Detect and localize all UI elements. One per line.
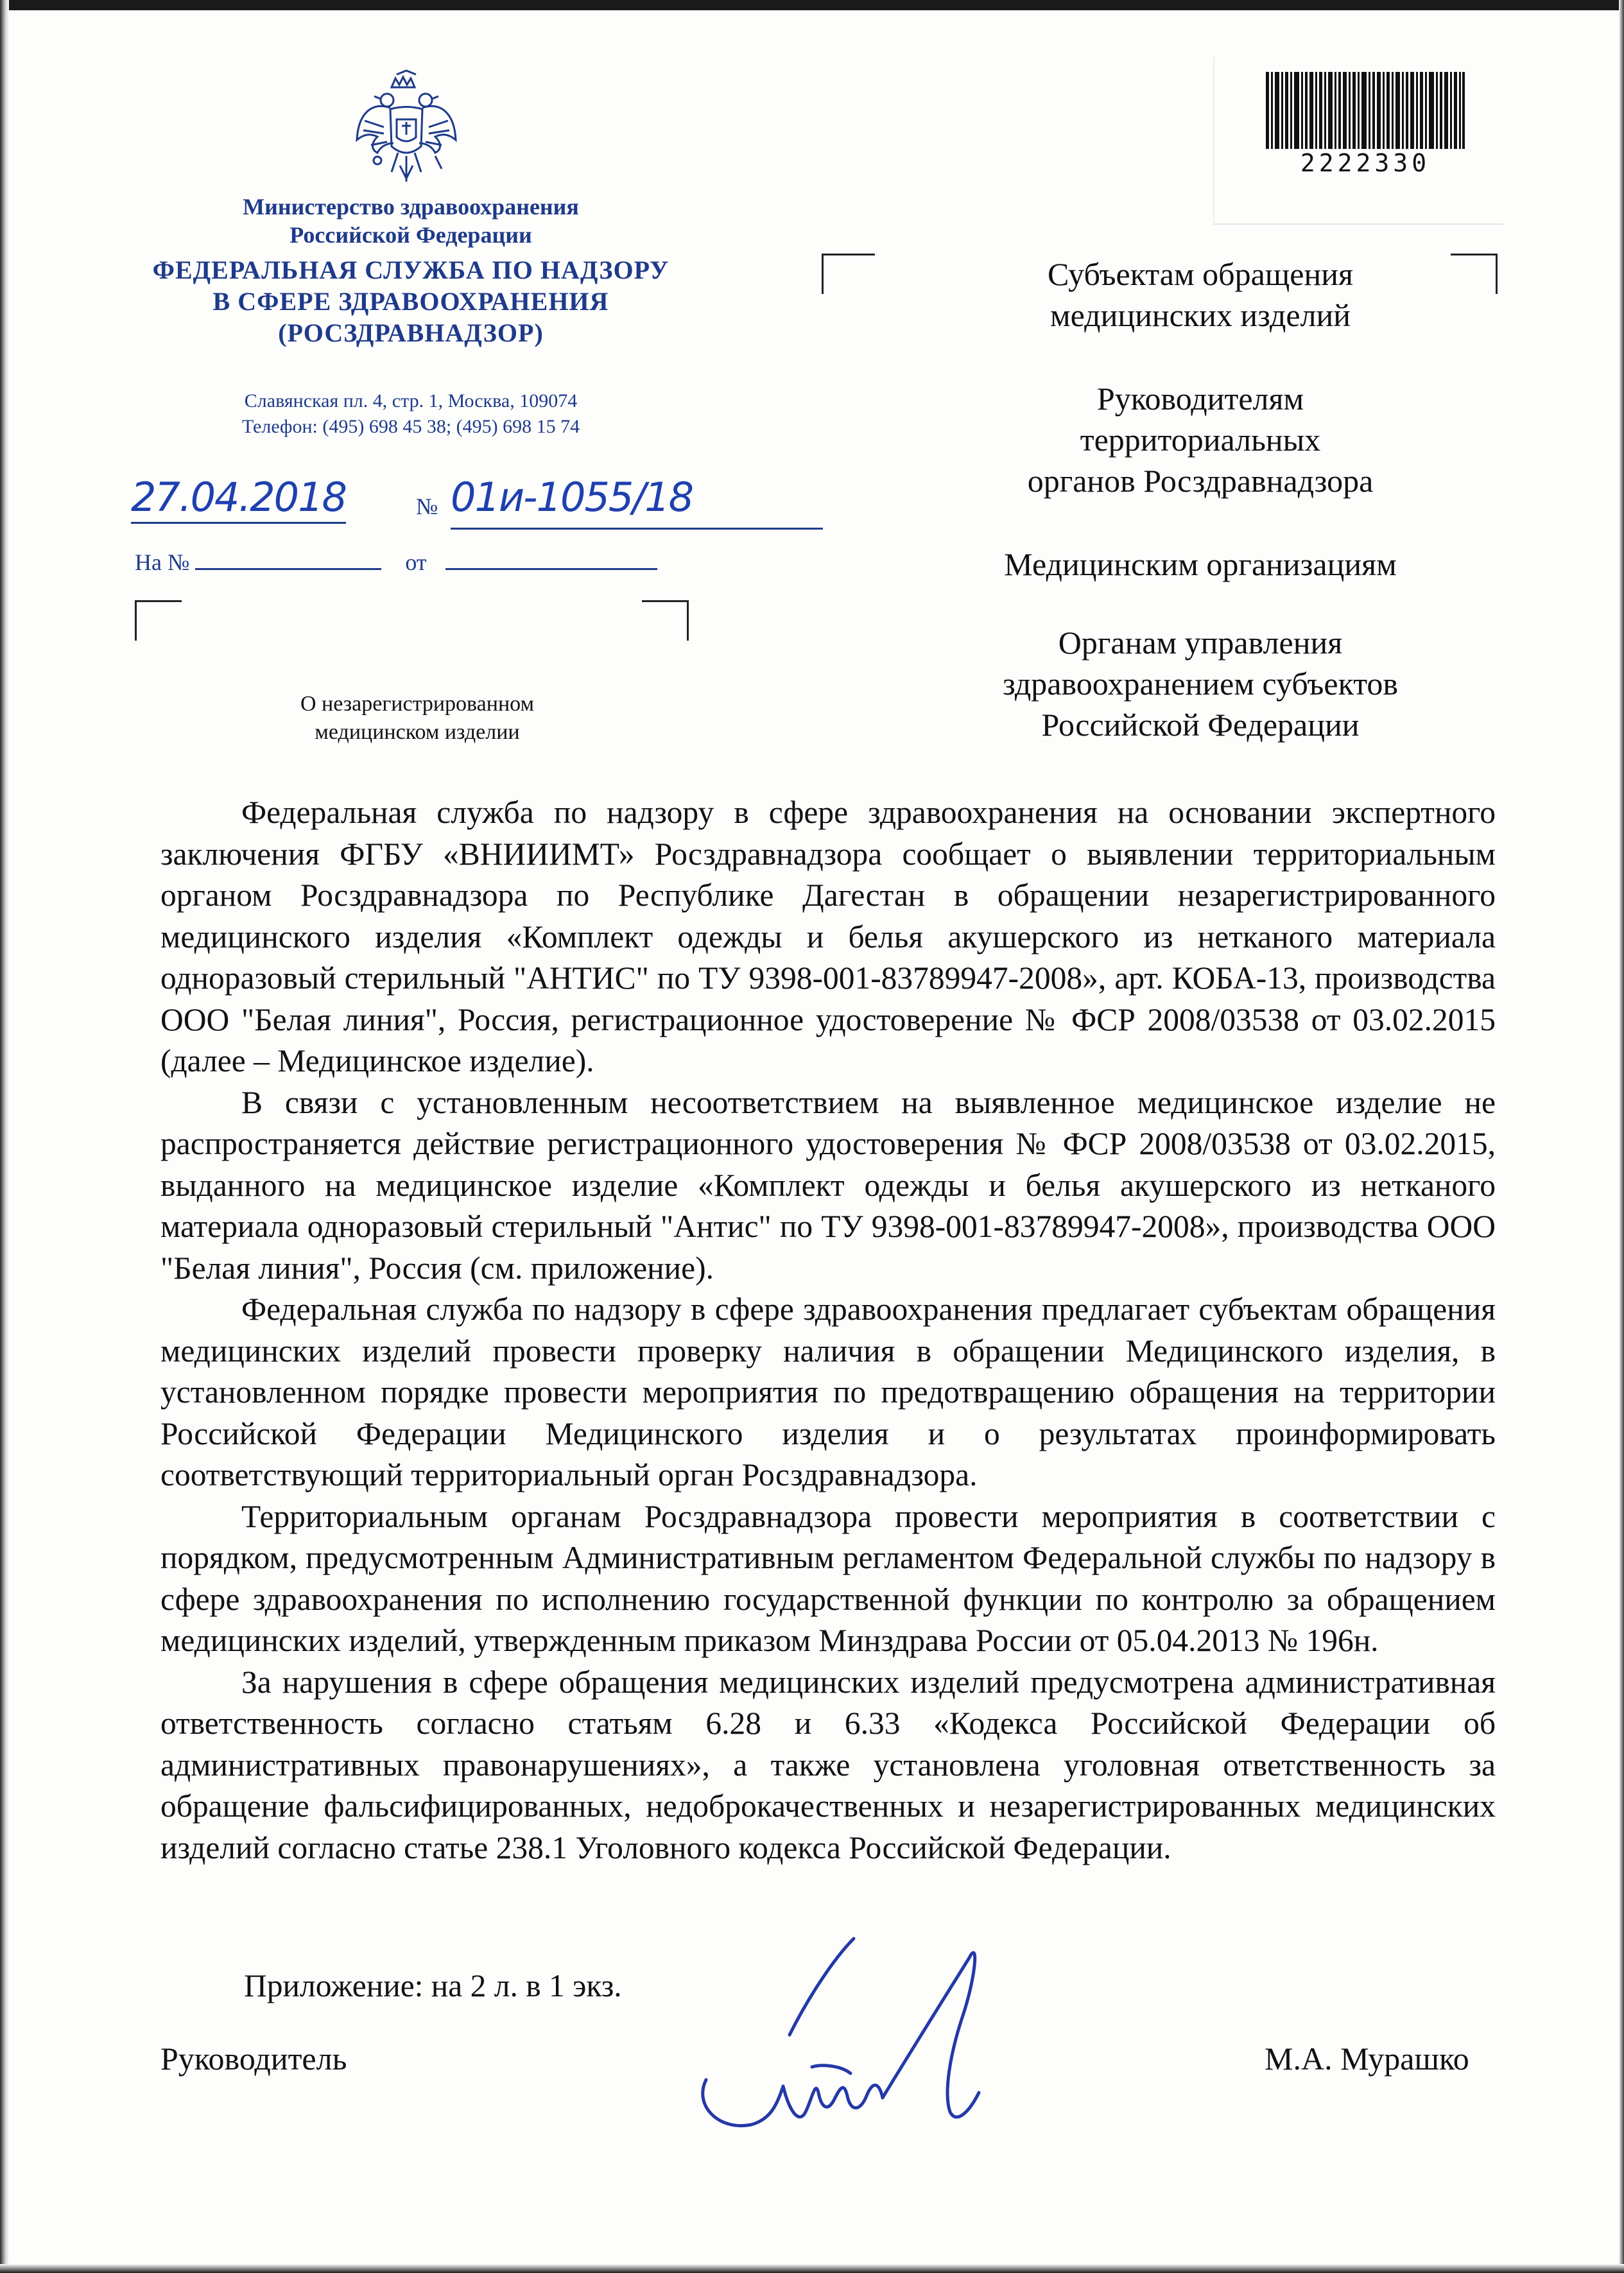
corner-mark-subject-right [642, 600, 689, 641]
scan-edge-bottom [0, 2264, 1624, 2273]
handwritten-signature [693, 1919, 1027, 2163]
service-name [116, 254, 706, 349]
corner-mark-recipients-left [822, 254, 875, 294]
registration-number-label: № [416, 494, 438, 519]
body-paragraph: Территориальным органам Росздравнадзора провести мероприятия в соответствии с порядком, предусмотренным Административным регламентом Федеральной службы по надзору в сфере здравоохранения по исполнению государственной функции по контролю за обращением медицинских изделий, утвержденным приказом Минздрава России от 05.04.2013 № 196н. [160, 1498, 1496, 1658]
ministry-name [180, 193, 642, 249]
signatory-title: Руководитель [160, 2041, 347, 2077]
scan-edge-left [0, 0, 9, 2273]
corner-mark-subject-left [135, 600, 182, 641]
recipient-line: Медицинским организациям [1004, 546, 1397, 582]
ministry-line: Российской Федерации [289, 222, 532, 248]
body-paragraph: Федеральная служба по надзору в сфере здравоохранения на основании экспертного заключения ФГБУ «ВНИИИМТ» Росздравнадзора сообщает о выявлении территориальным органом Росздравнадзора по Республике Дагестан в обращении незарегистрированного медицинского изделия «Комплект одежды и белья акушерского из нетканого материала одноразовый стерильный "АНТИС" по ТУ 9398-001-83789947-2008», арт. КОБА-13, производства ООО "Белая линия", Россия, регистрационное удостоверение № ФСР 2008/03538 от 03.02.2015 (далее – Медицинское изделие). [160, 795, 1496, 1078]
recipient-line: здравоохранением субъектов [1002, 666, 1399, 702]
scan-edge-top [0, 0, 1624, 10]
service-line: В СФЕРЕ ЗДРАВООХРАНЕНИЯ [212, 287, 609, 316]
recipient-line: Органам управления [1058, 625, 1343, 661]
sender-address [148, 388, 674, 440]
address-line: Славянская пл. 4, стр. 1, Москва, 109074 [244, 390, 578, 411]
appendix-note: Приложение: на 2 л. в 1 экз. [244, 1968, 622, 2003]
registration-date: 27.04.2018 [131, 474, 346, 524]
barcode-number: 2222330 [1300, 149, 1431, 177]
body-paragraph: Федеральная служба по надзору в сфере здравоохранения предлагает субъектам обращения медицинских изделий провести проверку наличия в обращении Медицинского изделия, в установленном порядке провести мероприятия по предотвращению обращения на территории Российской Федерации Медицинского изделия и о результатах проинформировать соответствующий территориальный орган Росздравнадзора. [160, 1292, 1496, 1492]
recipient-group [905, 544, 1496, 585]
registration-line [128, 474, 770, 532]
reference-from-label: от [405, 549, 427, 575]
letter-body [160, 792, 1496, 1869]
subject-line: О незарегистрированном [300, 692, 535, 716]
recipient-line: Российской Федерации [1041, 707, 1360, 743]
reference-line [135, 549, 700, 576]
recipient-line: Субъектам обращения [1048, 256, 1353, 292]
signatory-name: М.А. Мурашко [1265, 2041, 1469, 2077]
barcode [1266, 72, 1465, 149]
ministry-line: Министерство здравоохранения [243, 194, 579, 220]
reference-prefix: На № [135, 549, 190, 575]
recipient-line: органов Росздравнадзора [1027, 463, 1374, 499]
service-line: ФЕДЕРАЛЬНАЯ СЛУЖБА ПО НАДЗОРУ [152, 255, 669, 284]
registration-underline [451, 528, 823, 530]
recipient-line: территориальных [1080, 422, 1321, 458]
recipient-line: Руководителям [1096, 381, 1304, 417]
body-paragraph: За нарушения в сфере обращения медицинских изделий предусмотрена административная ответственность согласно статьям 6.28 и 6.33 «Кодекса Российской Федерации об административных правонарушениях», а также установлена уголовная ответственность за обращение фальсифицированных, недоброкачественных и незарегистрированных медицинских изделий согласно статье 238.1 Уголовного кодекса Российской Федерации. [160, 1664, 1496, 1865]
reference-number-blank [195, 549, 381, 570]
recipient-group [905, 378, 1496, 501]
recipients-block [905, 254, 1496, 788]
coat-of-arms-emblem-icon [352, 69, 461, 191]
recipient-group [905, 254, 1496, 336]
letter-subject [257, 690, 578, 747]
scan-edge-right [1619, 0, 1624, 2273]
reference-date-blank [445, 549, 657, 570]
subject-line: медицинском изделии [315, 720, 520, 744]
recipient-group [905, 622, 1496, 745]
phone-line: Телефон: (495) 698 45 38; (495) 698 15 74 [241, 416, 580, 437]
recipient-line: медицинских изделий [1050, 297, 1351, 333]
service-line: (РОСЗДРАВНАДЗОР) [278, 318, 544, 347]
body-paragraph: В связи с установленным несоответствием на выявленное медицинское изделие не распространяется действие регистрационного удостоверения № ФСР 2008/03538 от 03.02.2015, выданного на медицинское изделие «Комплект одежды и белья акушерского из нетканого материала одноразовый стерильный "Антис" по ТУ 9398-001-83789947-2008», производства ООО "Белая линия", Россия (см. приложение). [160, 1084, 1496, 1286]
registration-number: 01и-1055/18 [451, 474, 693, 521]
